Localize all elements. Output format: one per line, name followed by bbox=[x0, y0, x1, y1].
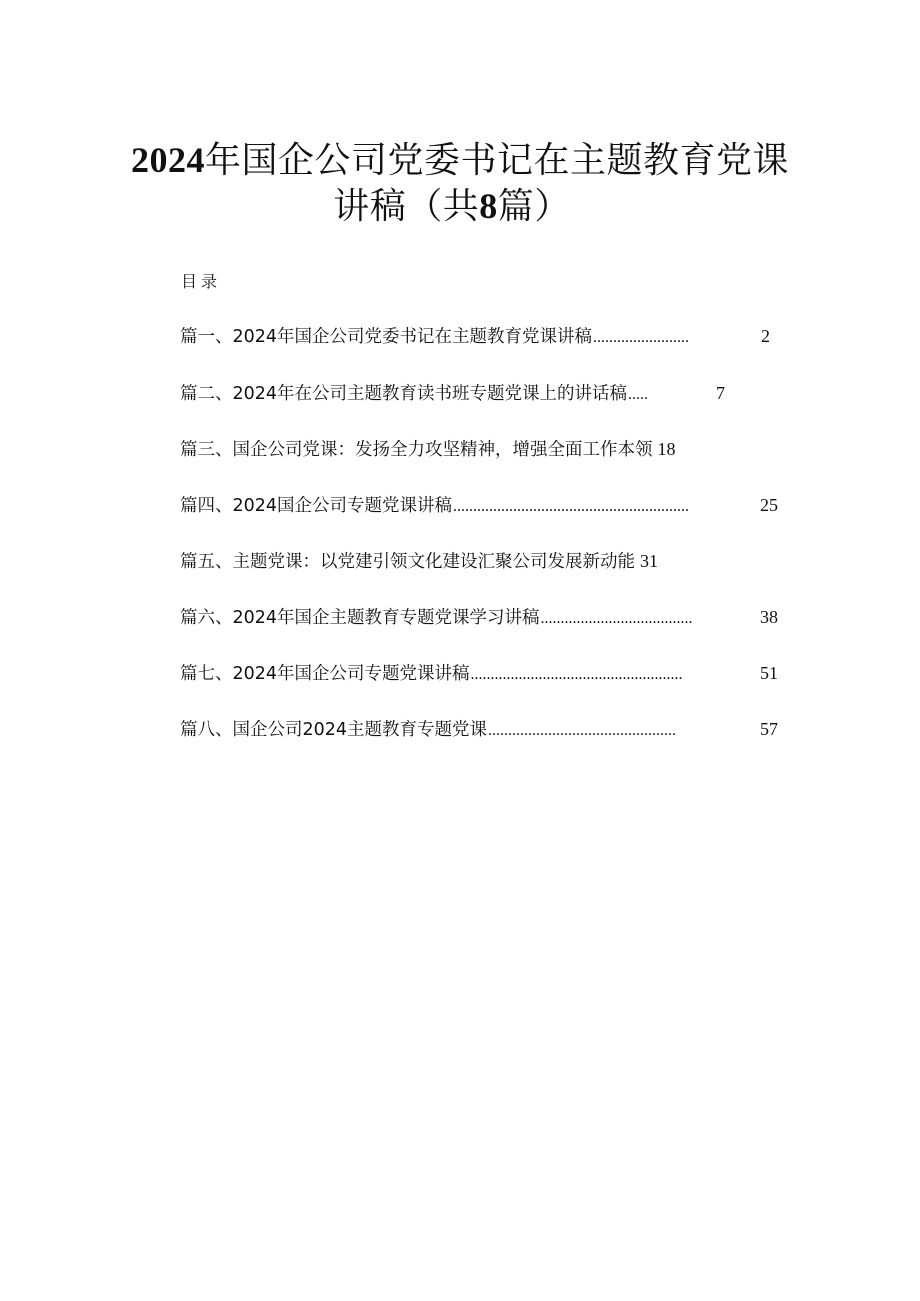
toc-item-text: 篇二、2024年在公司主题教育读书班专题党课上的讲话稿 bbox=[180, 384, 628, 404]
toc-item-text: 篇三、国企公司党课：发扬全力攻坚精神，增强全面工作本领 bbox=[180, 440, 653, 460]
title-count: 8 bbox=[479, 186, 498, 226]
toc-label: 目录 bbox=[181, 272, 222, 291]
toc-item-4[interactable] bbox=[180, 493, 778, 517]
toc-item-page: 57 bbox=[760, 719, 778, 739]
toc-item-page: 51 bbox=[760, 663, 778, 683]
toc-item-page: 2 bbox=[761, 326, 770, 346]
title-prefix: 讲稿（共 bbox=[333, 186, 480, 227]
toc-item-text: 篇七、2024年国企公司专题党课讲稿 bbox=[180, 664, 470, 684]
toc-item-page: 31 bbox=[640, 551, 658, 571]
toc-item-text: 篇八、国企公司2024主题教育专题党课 bbox=[180, 720, 488, 740]
document-title-line-2 bbox=[0, 182, 912, 231]
toc-item-7[interactable] bbox=[180, 661, 778, 685]
toc-item-text: 篇五、主题党课：以党建引领文化建设汇聚公司发展新动能 bbox=[180, 552, 635, 572]
toc-item-leader: ..... bbox=[628, 386, 649, 403]
toc-item-1[interactable] bbox=[180, 324, 770, 348]
toc-item-leader: ...................................... bbox=[540, 610, 693, 627]
toc-item-2[interactable] bbox=[180, 381, 725, 405]
title-text: 年国企公司党委书记在主题教育党课 bbox=[204, 140, 789, 181]
toc-item-page: 18 bbox=[657, 439, 676, 459]
toc-item-leader: ..................................................... bbox=[470, 666, 683, 683]
toc-item-leader: ........................ bbox=[593, 329, 690, 346]
toc-item-6[interactable] bbox=[180, 605, 778, 629]
document-title-line-1 bbox=[0, 136, 920, 185]
toc-item-page: 38 bbox=[760, 607, 778, 627]
toc-item-5[interactable] bbox=[180, 549, 730, 573]
title-suffix: 篇） bbox=[497, 186, 571, 227]
toc-item-page: 25 bbox=[760, 495, 778, 515]
toc-item-text: 篇四、2024国企公司专题党课讲稿 bbox=[180, 496, 453, 516]
toc-item-page: 7 bbox=[716, 383, 725, 403]
toc-item-8[interactable] bbox=[180, 717, 778, 741]
toc-item-text: 篇六、2024年国企主题教育专题党课学习讲稿 bbox=[180, 608, 540, 628]
toc-item-3[interactable] bbox=[180, 437, 750, 461]
toc-item-text: 篇一、2024年国企公司党委书记在主题教育党课讲稿 bbox=[180, 327, 593, 347]
title-year: 2024 bbox=[130, 140, 205, 180]
toc-item-leader: ............................................... bbox=[488, 722, 677, 739]
toc-item-leader: ........................................................... bbox=[453, 498, 690, 515]
